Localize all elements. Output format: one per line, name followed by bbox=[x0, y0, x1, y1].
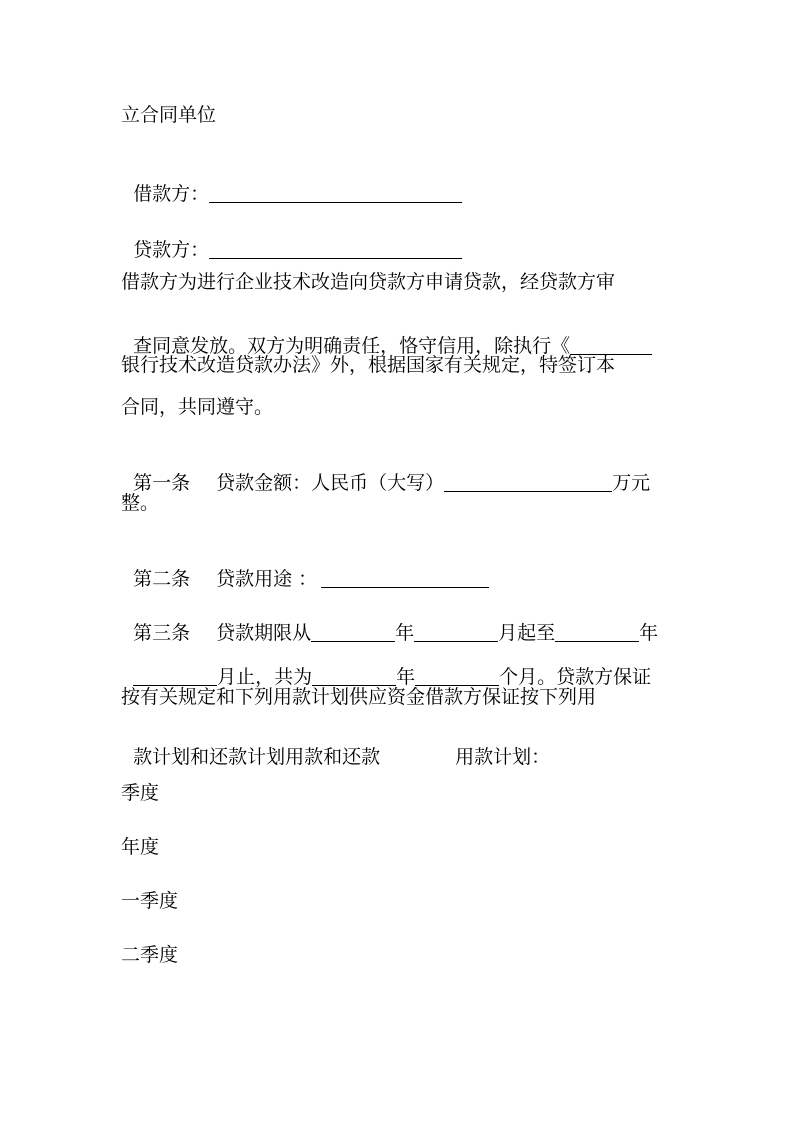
preamble-line-2-text: 查同意发放。双方为明确责任，恪守信用，除执行《 bbox=[133, 335, 571, 357]
end-month-label: 月止，共为 bbox=[217, 666, 313, 688]
article-3-line-2 bbox=[121, 647, 652, 688]
total-months-label: 个月。贷款方保证 bbox=[499, 666, 652, 688]
table-label-quarter: 季度 bbox=[121, 782, 160, 804]
article-1-text: 贷款金额：人民币（大写） bbox=[216, 472, 445, 494]
table-label-q1: 一季度 bbox=[121, 890, 179, 912]
article-2-text: 贷款用途 ： bbox=[216, 568, 318, 590]
start-year-blank bbox=[311, 622, 395, 642]
article-3-line-3: 按有关规定和下列用款计划供应资金借款方保证按下列用 bbox=[121, 686, 597, 708]
article-1-line-2: 整。 bbox=[121, 492, 160, 514]
loan-purpose-blank bbox=[321, 568, 489, 588]
article-2-line bbox=[121, 549, 489, 590]
end-year-label: 年 bbox=[639, 622, 659, 644]
article-1-number: 第一条 bbox=[133, 472, 191, 494]
article-3-text: 贷款期限从 bbox=[216, 622, 312, 644]
start-year-label: 年 bbox=[395, 622, 415, 644]
usage-plan-label: 用款计划： bbox=[455, 746, 551, 768]
bank-name-blank bbox=[570, 335, 652, 355]
total-years-blank bbox=[312, 666, 396, 686]
article-3-line-4-text: 款计划和还款计划用款和还款 bbox=[133, 746, 381, 768]
lender-blank bbox=[209, 239, 462, 259]
start-month-label: 月起至 bbox=[498, 622, 556, 644]
table-label-year: 年度 bbox=[121, 836, 160, 858]
preamble-line-4: 合同，共同遵守。 bbox=[121, 396, 274, 418]
borrower-label: 借款方： bbox=[133, 183, 210, 205]
borrower-line bbox=[121, 164, 462, 205]
total-years-label: 年 bbox=[396, 666, 416, 688]
article-3-line-1 bbox=[121, 603, 659, 644]
lender-line bbox=[121, 220, 462, 261]
loan-amount-blank bbox=[444, 472, 612, 492]
total-months-blank bbox=[415, 666, 499, 686]
lender-label: 贷款方： bbox=[133, 239, 210, 261]
start-month-blank bbox=[414, 622, 498, 642]
article-3-line-4 bbox=[121, 729, 551, 768]
preamble-line-2 bbox=[121, 316, 652, 357]
contract-parties-heading: 立合同单位 bbox=[121, 104, 217, 126]
end-year-blank bbox=[555, 622, 639, 642]
preamble-line-1: 借款方为进行企业技术改造向贷款方申请贷款，经贷款方审 bbox=[121, 271, 616, 293]
borrower-blank bbox=[209, 183, 462, 203]
table-label-q2: 二季度 bbox=[121, 944, 179, 966]
preamble-line-3: 银行技术改造贷款办法》外，根据国家有关规定，特签订本 bbox=[121, 354, 616, 376]
article-3-number: 第三条 bbox=[133, 622, 191, 644]
article-1-unit: 万元 bbox=[612, 472, 651, 494]
article-1-line-1 bbox=[121, 453, 651, 494]
end-month-blank bbox=[133, 666, 217, 686]
article-2-number: 第二条 bbox=[133, 568, 191, 590]
